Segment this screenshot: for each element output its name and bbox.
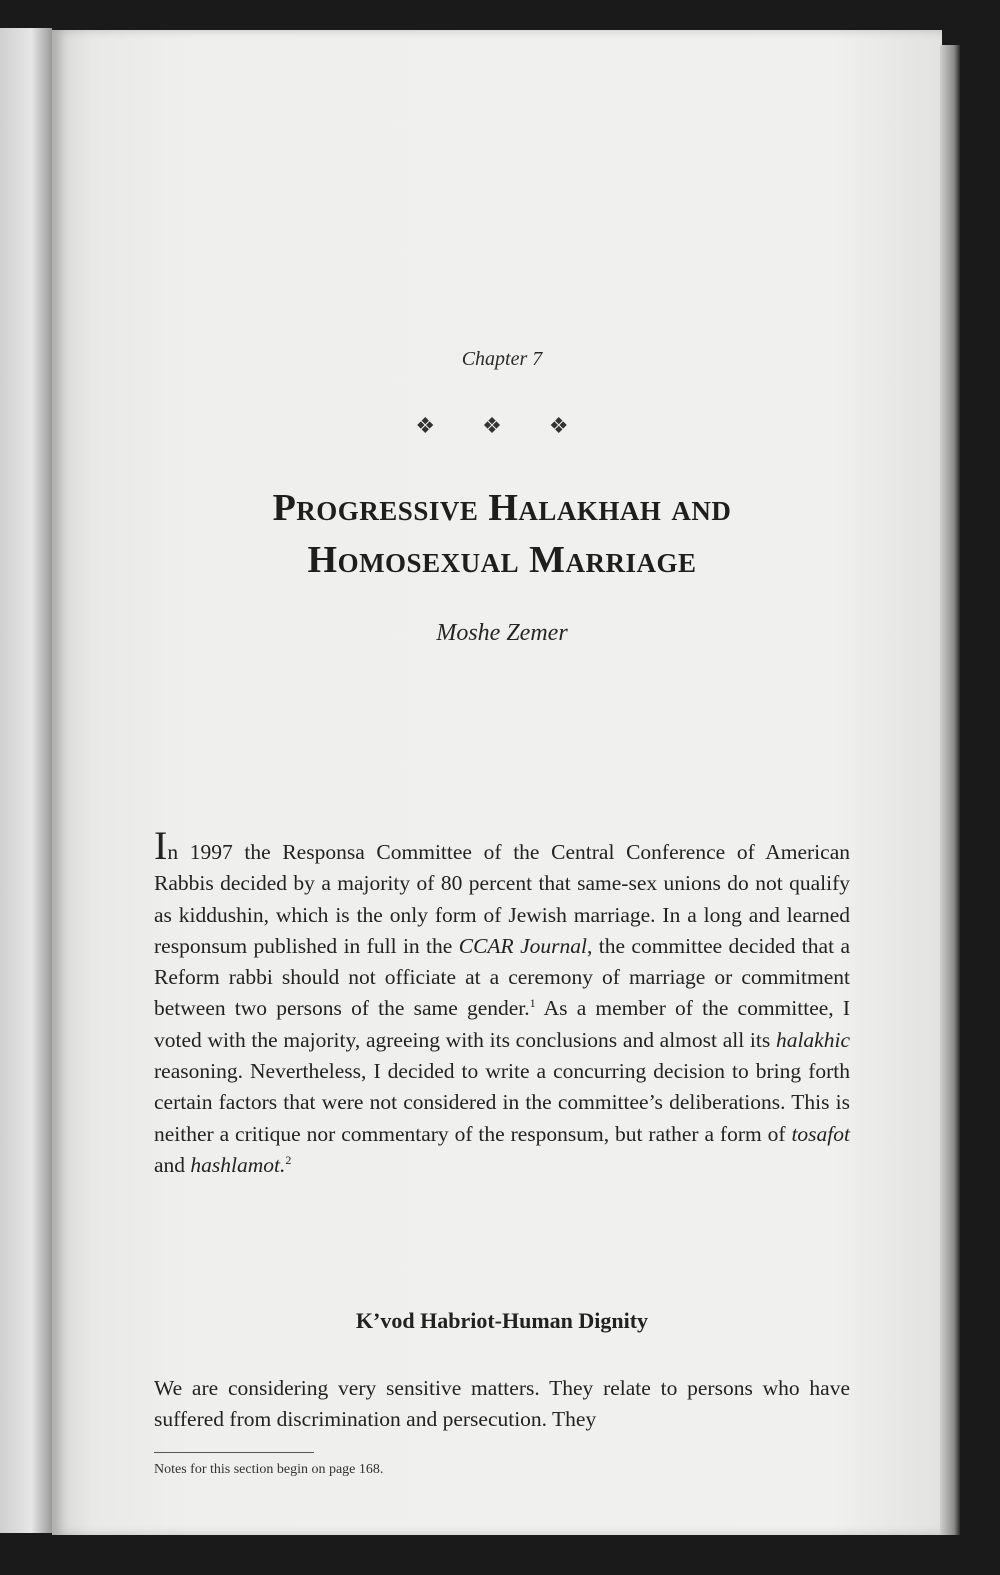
journal-title: CCAR Journal <box>458 933 587 958</box>
paragraph-text: and <box>154 1152 191 1177</box>
chapter-title <box>154 482 850 586</box>
section-heading: K’vod Habriot-Human Dignity <box>355 1308 649 1333</box>
italic-term: tosafot <box>791 1121 850 1146</box>
ornament-divider: ❖ ❖ ❖ <box>415 414 589 439</box>
author-name: Moshe Zemer <box>436 620 568 646</box>
book-page <box>52 30 942 1535</box>
notes-reference: Notes for this section begin on page 168. <box>154 1462 384 1477</box>
opening-paragraph <box>154 823 850 1181</box>
second-paragraph: We are considering very sensitive matters. They relate to persons who have suffered from discrimination and persecution. They <box>154 1376 850 1432</box>
left-page-edge <box>0 28 52 1533</box>
page-stack-edge <box>940 45 960 1535</box>
italic-term: halakhic <box>775 1027 850 1052</box>
paragraph-text: reasoning. Nevertheless, I decided to write a concurring decision to bring forth certain factors that were not considered in the committee’s deliberations. This is neither a critique nor commentary of the responsum, but rather a form of <box>154 1059 850 1146</box>
footnote-ref: 2 <box>285 1152 292 1167</box>
paragraph-text: n 1997 the Responsa Committee of the Central Conference of American Rabbis decided by a majority of 80 percent that same-sex unions do not qualify as kiddushin, which is the only form of Jewish marriage. In a long and learned responsum published in full in the <box>154 840 850 958</box>
chapter-title-line-2: Homosexual Marriage <box>307 539 697 581</box>
footnote-ref: 1 <box>529 996 536 1011</box>
chapter-label: Chapter 7 <box>461 348 543 370</box>
italic-term: hashlamot. <box>190 1152 286 1177</box>
paragraph-text: , the committee decided that a Reform rabbi should not officiate at a ceremony of marriage or commitment between two persons of the same gender. <box>154 933 850 1021</box>
chapter-title-line-1: Progressive Halakhah and <box>272 487 732 529</box>
footnote-rule <box>154 1452 314 1453</box>
drop-cap: I <box>154 823 168 868</box>
paragraph-text: As a member of the committee, I voted with the majority, agreeing with its conclusions and almost all its <box>154 996 850 1052</box>
